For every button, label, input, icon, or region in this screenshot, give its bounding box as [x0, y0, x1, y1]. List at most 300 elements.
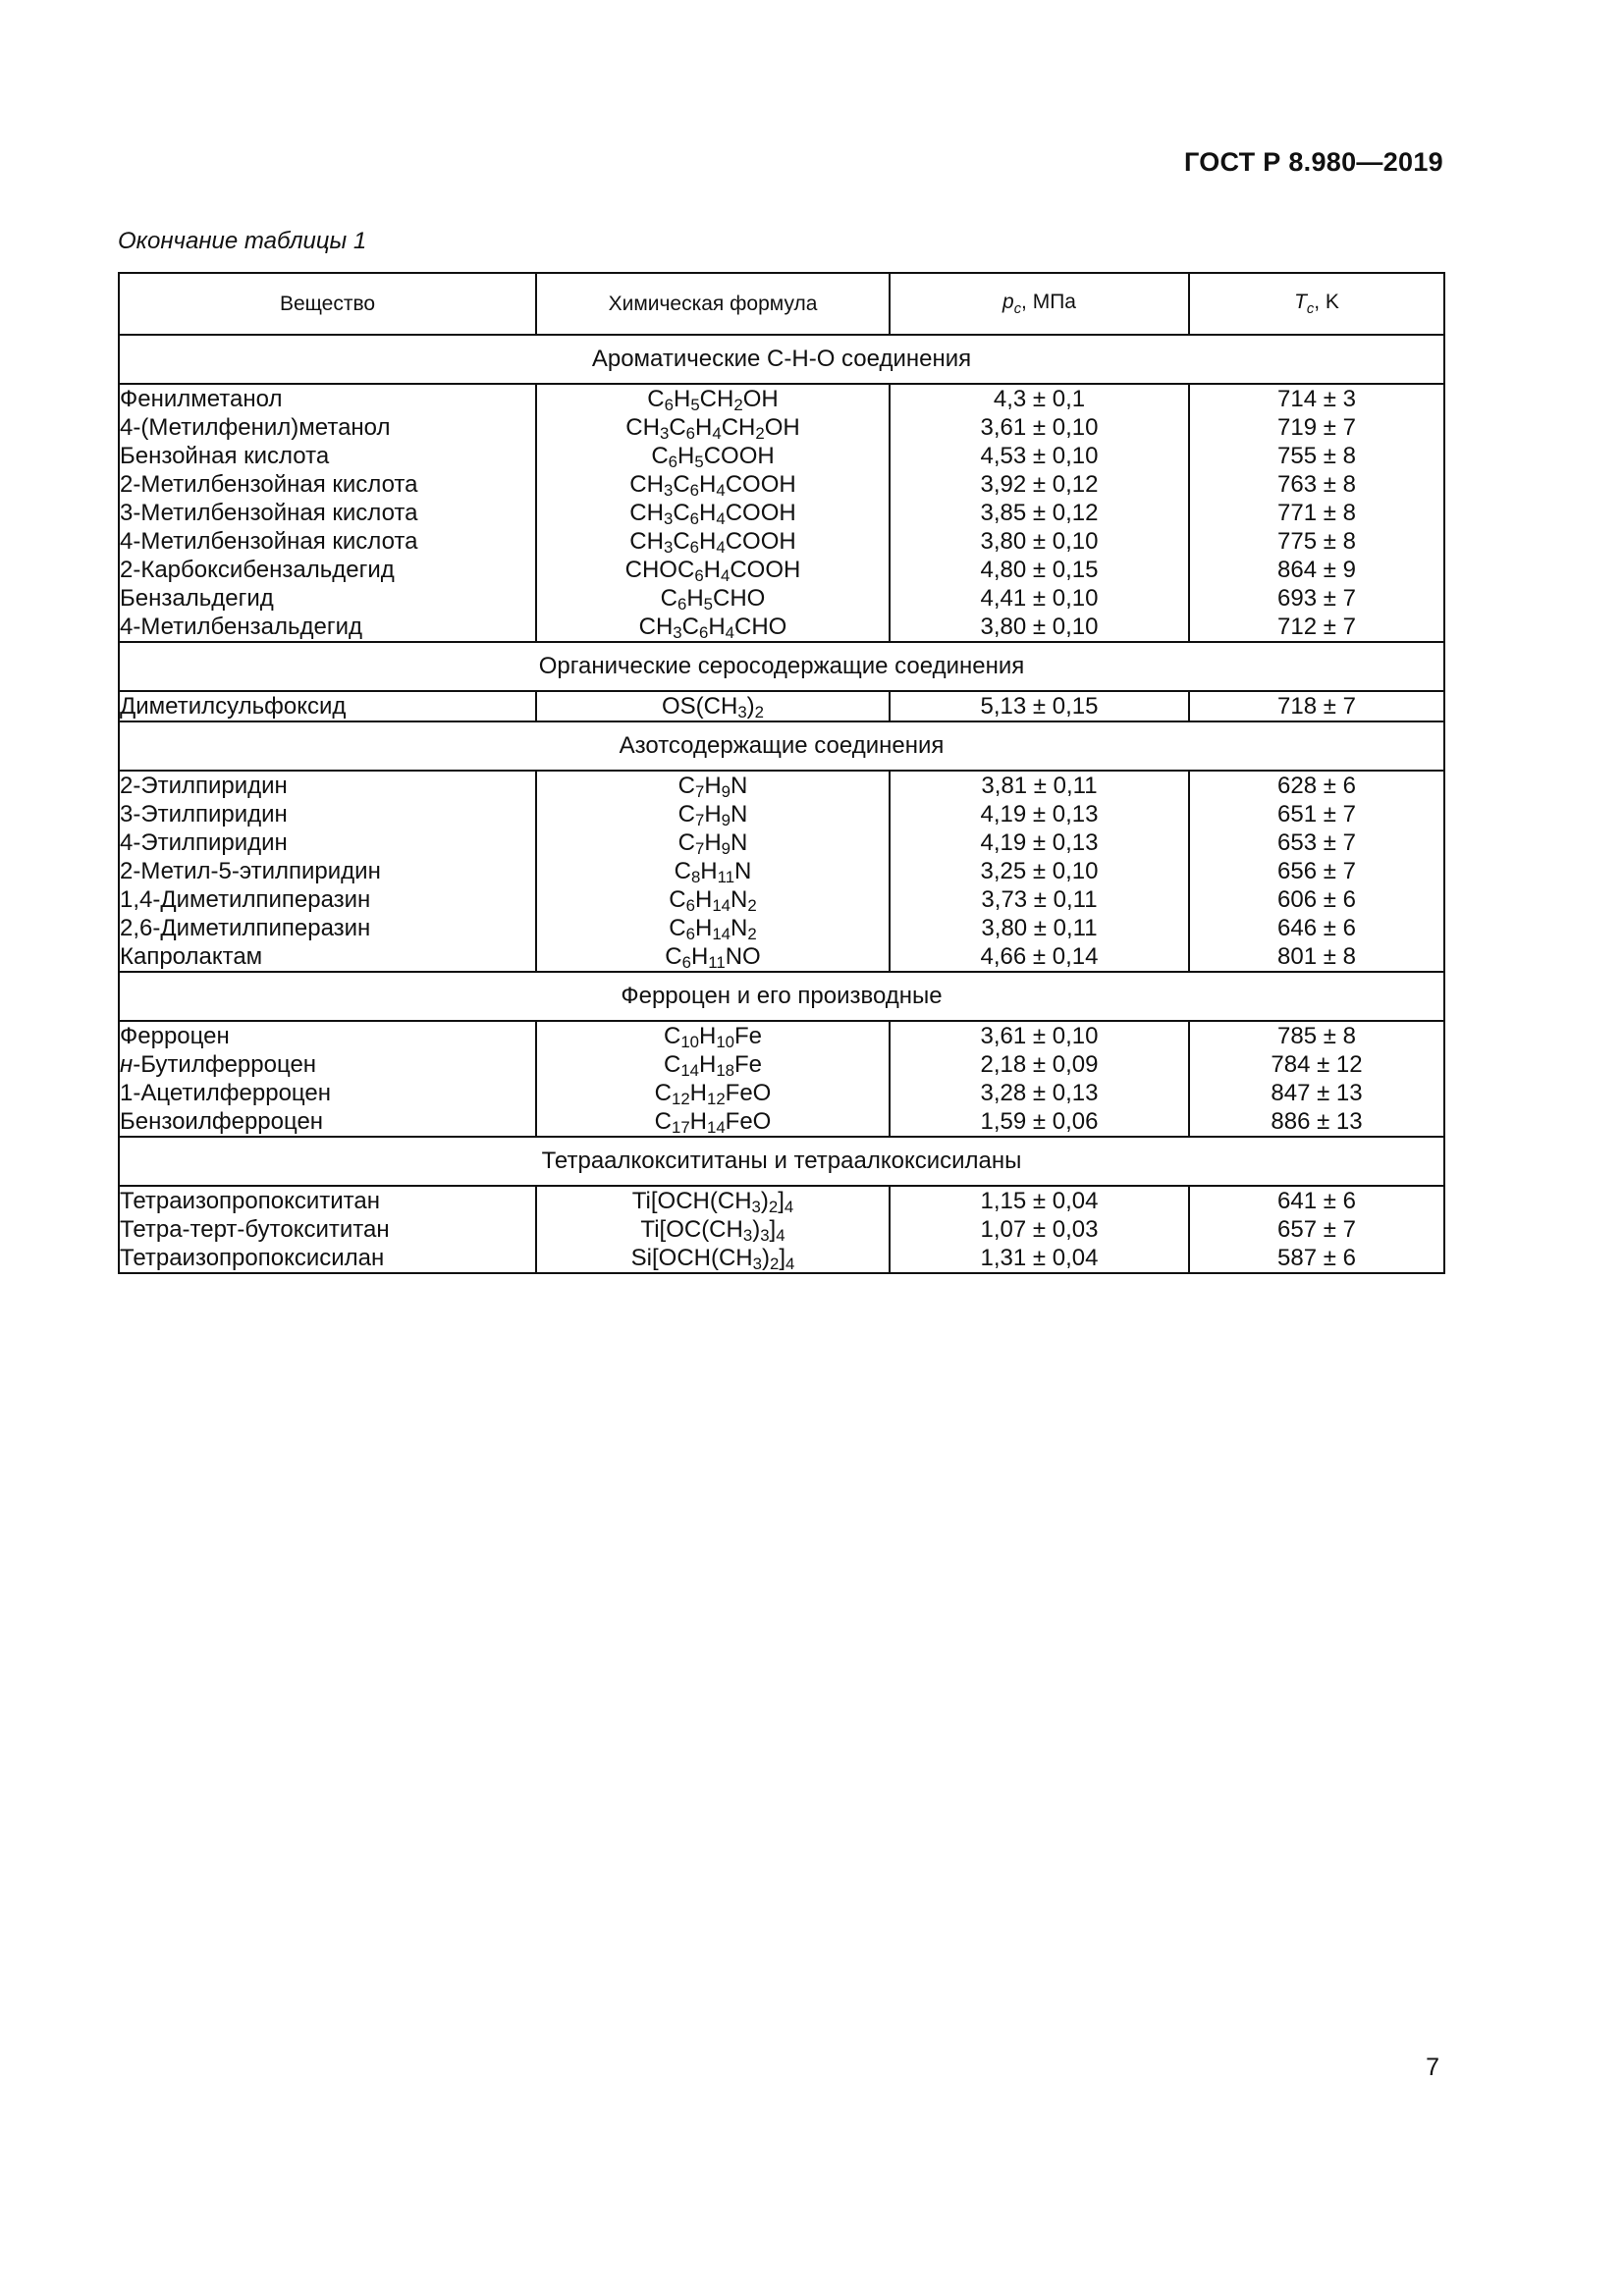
formula-part: C [669, 886, 686, 913]
formula-part: H [699, 500, 717, 526]
formula-cell [536, 771, 890, 972]
tc-subscript: c [1306, 301, 1315, 318]
critical-pressure-value: 3,28 ± 0,13 [980, 1080, 1099, 1106]
substance-cell [119, 384, 536, 642]
substance-name-text: 2-Метил-5-этилпиридин [120, 858, 381, 884]
substance-name [120, 772, 535, 800]
critical-temperature-value: 587 ± 6 [1277, 1245, 1356, 1271]
substance-name-text: 1,4-Диметилпиперазин [120, 886, 371, 913]
pc-symbol: p [1002, 290, 1014, 313]
temperature-cell [1189, 1186, 1444, 1273]
chemical-formula [537, 556, 889, 584]
chemical-formula [537, 692, 889, 721]
section-data-row [119, 1021, 1444, 1137]
formula-subscript: 3 [673, 623, 682, 642]
formula-part: CH [629, 500, 664, 526]
formula-part: H [673, 386, 691, 412]
formula-part: ) [746, 693, 755, 720]
pressure-cell [890, 1021, 1189, 1137]
substance-name [120, 584, 535, 613]
formula-part: N [731, 915, 748, 941]
formula-subscript: 9 [721, 811, 731, 829]
chemical-formula [537, 942, 889, 971]
formula-subscript: 4 [716, 509, 726, 528]
chemical-formula [537, 442, 889, 470]
formula-subscript: 14 [680, 1061, 699, 1080]
section-title: Азотсодержащие соединения [119, 721, 1444, 771]
substance-name-text: Ферроцен [120, 1023, 230, 1049]
temperature-cell [1189, 771, 1444, 972]
formula-part: H [700, 858, 718, 884]
formula-subscript: 5 [690, 396, 700, 414]
formula-part: OS(CH [661, 693, 738, 720]
critical-temperature-value: 651 ± 7 [1277, 801, 1356, 828]
chemical-formula [537, 527, 889, 556]
critical-pressure-value: 4,80 ± 0,15 [980, 557, 1099, 583]
critical-pressure-value: 1,31 ± 0,04 [980, 1245, 1099, 1271]
substance-name-text: Бензойная кислота [120, 443, 330, 469]
formula-subscript: 6 [689, 509, 699, 528]
formula-subscript: 3 [760, 1226, 770, 1245]
substance-name-text: Фенилметанол [120, 386, 283, 412]
critical-pressure-value: 4,19 ± 0,13 [980, 829, 1099, 856]
section-header-row [119, 972, 1444, 1021]
formula-subscript: 3 [659, 424, 670, 443]
formula-part: FeO [725, 1108, 772, 1135]
substance-name-text: 3-Этилпиридин [120, 801, 288, 828]
formula-part: H [677, 443, 695, 469]
formula-part: ] [779, 1245, 785, 1271]
substance-name [120, 1079, 535, 1107]
table-continuation-caption: Окончание таблицы 1 [118, 228, 367, 254]
critical-pressure-value: 2,18 ± 0,09 [980, 1051, 1099, 1078]
formula-subscript: 9 [721, 839, 731, 858]
chemical-formula [537, 1022, 889, 1050]
substance-name-text: 1-Ацетилферроцен [120, 1080, 331, 1106]
formula-cell [536, 1021, 890, 1137]
critical-temperature-value: 657 ± 7 [1277, 1216, 1356, 1243]
critical-temperature-value: 719 ± 7 [1277, 414, 1356, 441]
formula-part: ] [769, 1216, 777, 1243]
column-header-formula: Химическая формула [536, 273, 890, 335]
substance-name [120, 800, 535, 828]
critical-pressure-value: 1,07 ± 0,03 [980, 1216, 1099, 1243]
substance-name-text: Тетра-терт-бутоксититан [120, 1216, 390, 1243]
formula-part: C [651, 443, 669, 469]
critical-temperature-value: 656 ± 7 [1277, 858, 1356, 884]
section-header-row [119, 721, 1444, 771]
critical-pressure-value: 4,3 ± 0,1 [993, 386, 1086, 412]
critical-temperature-value: 801 ± 8 [1277, 943, 1356, 970]
formula-part: C [669, 414, 686, 441]
critical-pressure-value: 5,13 ± 0,15 [980, 693, 1099, 720]
substance-name-text: 3-Метилбензойная кислота [120, 500, 418, 526]
tc-unit: , K [1314, 290, 1339, 313]
formula-subscript: 14 [712, 925, 731, 943]
critical-pressure-value: 3,25 ± 0,10 [980, 858, 1099, 884]
formula-subscript: 10 [716, 1033, 734, 1051]
formula-subscript: 4 [776, 1226, 785, 1245]
formula-subscript: 6 [689, 481, 699, 500]
formula-subscript: 3 [752, 1255, 762, 1273]
formula-part: Ti[OCH(CH [631, 1188, 752, 1214]
table-header-row [119, 273, 1444, 335]
formula-part: COOH [725, 500, 796, 526]
substance-cell [119, 771, 536, 972]
critical-pressure-value: 3,85 ± 0,12 [980, 500, 1099, 526]
formula-subscript: 4 [712, 424, 722, 443]
formula-part: N [731, 773, 748, 799]
formula-part: H [695, 414, 713, 441]
temperature-cell [1189, 691, 1444, 721]
formula-part: COOH [703, 443, 775, 469]
formula-subscript: 12 [671, 1090, 690, 1108]
formula-part: H [698, 1023, 717, 1049]
critical-pressure-value: 4,66 ± 0,14 [980, 943, 1099, 970]
formula-part: CH [629, 528, 664, 555]
critical-temperature-value: 785 ± 8 [1277, 1023, 1356, 1049]
formula-part: H [703, 557, 721, 583]
document-code: ГОСТ Р 8.980—2019 [1183, 147, 1443, 177]
pressure-cell [890, 1186, 1189, 1273]
formula-subscript: 11 [717, 868, 735, 886]
substance-name-text: 4-(Метилфенил)метанол [120, 414, 391, 441]
formula-part: C [665, 943, 682, 970]
critical-pressure-value: 3,80 ± 0,10 [980, 614, 1099, 640]
formula-subscript: 8 [690, 868, 701, 886]
critical-temperature-value: 784 ± 12 [1271, 1051, 1363, 1078]
substance-name [120, 470, 535, 499]
substance-name-text: Капролактам [120, 943, 263, 970]
chemical-formula [537, 1244, 889, 1272]
formula-subscript: 2 [755, 424, 765, 443]
formula-part: C [673, 528, 690, 555]
formula-subscript: 18 [716, 1061, 734, 1080]
formula-subscript: 5 [703, 595, 714, 614]
critical-pressure-value: 3,61 ± 0,10 [980, 1023, 1099, 1049]
chemical-formula [537, 1215, 889, 1244]
formula-part: C [677, 801, 695, 828]
critical-pressure-value: 1,15 ± 0,04 [980, 1188, 1099, 1214]
chemical-formula [537, 385, 889, 413]
formula-subscript: 4 [716, 538, 726, 557]
chemical-formula [537, 413, 889, 442]
formula-part: C [654, 1080, 672, 1106]
formula-subscript: 6 [681, 953, 691, 972]
formula-part: COOH [730, 557, 801, 583]
formula-part: H [708, 614, 726, 640]
substance-name [120, 413, 535, 442]
temperature-cell [1189, 1021, 1444, 1137]
formula-part: C [663, 1023, 681, 1049]
critical-temperature-value: 763 ± 8 [1277, 471, 1356, 498]
formula-part: H [698, 1051, 717, 1078]
temperature-cell [1189, 384, 1444, 642]
formula-part: OH [764, 414, 800, 441]
formula-part: N [731, 801, 748, 828]
critical-temperature-value: 847 ± 13 [1271, 1080, 1363, 1106]
formula-part: COOH [725, 471, 796, 498]
formula-subscript: 2 [754, 703, 765, 721]
section-title: Тетраалкоксититаны и тетраалкоксисиланы [119, 1137, 1444, 1186]
critical-pressure-value: 3,80 ± 0,11 [981, 915, 1098, 941]
substance-cell [119, 691, 536, 721]
formula-subscript: 6 [689, 538, 699, 557]
critical-pressure-value: 4,19 ± 0,13 [980, 801, 1099, 828]
formula-subscript: 3 [751, 1198, 761, 1216]
substance-name [120, 914, 535, 942]
formula-subscript: 4 [716, 481, 726, 500]
formula-part: H [699, 471, 717, 498]
pressure-cell [890, 384, 1189, 642]
formula-part: Si[OCH(CH [630, 1245, 753, 1271]
substance-name [120, 692, 535, 721]
formula-subscript: 2 [768, 1198, 779, 1216]
substance-name-text: 2-Метилбензойная кислота [120, 471, 418, 498]
substance-name-text: Тетраизопропоксисилан [120, 1245, 385, 1271]
substance-name [120, 1022, 535, 1050]
pc-subscript: c [1013, 301, 1022, 318]
critical-temperature-value: 693 ± 7 [1277, 585, 1356, 612]
critical-temperature-value: 886 ± 13 [1271, 1108, 1363, 1135]
critical-pressure-value: 3,92 ± 0,12 [980, 471, 1099, 498]
formula-part: CH [629, 471, 664, 498]
formula-part: Fe [734, 1023, 763, 1049]
substance-name-prefix: н [120, 1051, 134, 1078]
critical-temperature-value: 775 ± 8 [1277, 528, 1356, 555]
substance-name [120, 942, 535, 971]
substance-cell [119, 1186, 536, 1273]
formula-part: CH [699, 386, 734, 412]
substance-name-text: 4-Метилбензальдегид [120, 614, 363, 640]
critical-pressure-value: 4,41 ± 0,10 [980, 585, 1099, 612]
formula-part: CH [721, 414, 756, 441]
formula-subscript: 6 [664, 396, 674, 414]
section-data-row [119, 384, 1444, 642]
critical-pressure-value: 1,59 ± 0,06 [980, 1108, 1099, 1135]
formula-part: C [669, 915, 686, 941]
critical-temperature-value: 628 ± 6 [1277, 773, 1356, 799]
formula-part: ) [760, 1188, 769, 1214]
section-data-row [119, 1186, 1444, 1273]
pressure-cell [890, 771, 1189, 972]
formula-part: COOH [725, 528, 796, 555]
substance-name-text: Бензоилферроцен [120, 1108, 324, 1135]
formula-part: ) [761, 1245, 770, 1271]
substance-cell [119, 1021, 536, 1137]
substance-name-text: 2-Этилпиридин [120, 773, 288, 799]
critical-temperature-value: 718 ± 7 [1277, 693, 1356, 720]
chemical-formula [537, 470, 889, 499]
formula-part: N [731, 886, 748, 913]
formula-part: ) [752, 1216, 761, 1243]
formula-part: CHOC [624, 557, 695, 583]
formula-subscript: 6 [668, 453, 677, 471]
chemical-formula [537, 1187, 889, 1215]
substance-name [120, 1244, 535, 1272]
substance-name-text: 4-Этилпиридин [120, 829, 288, 856]
formula-part: C [663, 1051, 681, 1078]
formula-subscript: 6 [694, 566, 704, 585]
substance-name [120, 885, 535, 914]
substance-name [120, 828, 535, 857]
formula-subscript: 7 [694, 839, 705, 858]
formula-subscript: 6 [685, 424, 695, 443]
pressure-cell [890, 691, 1189, 721]
substance-name [120, 857, 535, 885]
formula-part: H [699, 528, 717, 555]
formula-part: NO [725, 943, 761, 970]
formula-part: C [677, 773, 695, 799]
formula-subscript: 4 [784, 1198, 794, 1216]
substance-name-text: Бензальдегид [120, 585, 274, 612]
formula-subscript: 3 [663, 481, 674, 500]
formula-subscript: 10 [680, 1033, 699, 1051]
formula-part: C [654, 1108, 672, 1135]
critical-pressure-value: 3,61 ± 0,10 [980, 414, 1099, 441]
formula-subscript: 7 [694, 811, 705, 829]
formula-subscript: 3 [663, 538, 674, 557]
formula-subscript: 6 [685, 896, 695, 915]
chemical-formula [537, 772, 889, 800]
formula-part: C [681, 614, 699, 640]
formula-subscript: 4 [721, 566, 731, 585]
substance-name [120, 1187, 535, 1215]
chemical-formula [537, 828, 889, 857]
chemical-formula [537, 1079, 889, 1107]
substance-name [120, 613, 535, 641]
formula-part: N [734, 858, 752, 884]
critical-temperature-value: 712 ± 7 [1277, 614, 1356, 640]
formula-subscript: 3 [737, 703, 747, 721]
formula-part: C [674, 858, 691, 884]
critical-temperature-value: 606 ± 6 [1277, 886, 1356, 913]
formula-cell [536, 1186, 890, 1273]
formula-part: CH [638, 614, 674, 640]
section-title: Органические серосодержащие соединения [119, 642, 1444, 691]
section-title: Ароматические С-Н-О соединения [119, 335, 1444, 384]
substance-name [120, 442, 535, 470]
formula-subscript: 4 [725, 623, 735, 642]
substance-name-text: 2-Карбоксибензальдегид [120, 557, 395, 583]
substance-name-text: 4-Метилбензойная кислота [120, 528, 418, 555]
formula-part: C [677, 829, 695, 856]
substance-name-text: Диметилсульфоксид [120, 693, 347, 720]
substance-name [120, 527, 535, 556]
tc-symbol: T [1294, 290, 1307, 313]
formula-part: Ti[OC(CH [640, 1216, 743, 1243]
chemical-formula [537, 499, 889, 527]
formula-part: H [704, 773, 722, 799]
formula-subscript: 2 [747, 896, 757, 915]
formula-subscript: 6 [698, 623, 709, 642]
formula-part: H [690, 943, 709, 970]
formula-subscript: 9 [721, 782, 731, 801]
formula-subscript: 3 [742, 1226, 753, 1245]
critical-temperature-value: 653 ± 7 [1277, 829, 1356, 856]
formula-part: C [673, 471, 690, 498]
critical-temperature-value: 646 ± 6 [1277, 915, 1356, 941]
section-header-row [119, 642, 1444, 691]
column-header-critical-temperature [1189, 273, 1444, 335]
critical-temperature-value: 771 ± 8 [1277, 500, 1356, 526]
section-header-row [119, 335, 1444, 384]
formula-part: Fe [734, 1051, 763, 1078]
formula-part: CHO [734, 614, 787, 640]
page-number: 7 [1426, 2054, 1439, 2081]
formula-part: CHO [713, 585, 766, 612]
chemical-formula [537, 613, 889, 641]
formula-subscript: 2 [769, 1255, 780, 1273]
chemical-formula [537, 1050, 889, 1079]
critical-temperature-value: 864 ± 9 [1277, 557, 1356, 583]
formula-part: H [694, 886, 713, 913]
column-header-substance: Вещество [119, 273, 536, 335]
formula-subscript: 5 [694, 453, 704, 471]
critical-temperature-value: 641 ± 6 [1277, 1188, 1356, 1214]
chemical-formula [537, 800, 889, 828]
formula-subscript: 6 [677, 595, 687, 614]
chemical-formula [537, 885, 889, 914]
formula-part: H [686, 585, 704, 612]
section-data-row [119, 691, 1444, 721]
formula-subscript: 17 [671, 1118, 690, 1137]
substance-name [120, 1215, 535, 1244]
chemical-formula [537, 1107, 889, 1136]
formula-subscript: 12 [707, 1090, 726, 1108]
table-body [119, 335, 1444, 1273]
critical-temperature-value: 755 ± 8 [1277, 443, 1356, 469]
substance-name [120, 1050, 535, 1079]
column-header-critical-pressure [890, 273, 1189, 335]
formula-part: H [704, 829, 722, 856]
substance-name-text: Тетраизопропоксититан [120, 1188, 380, 1214]
critical-pressure-value: 3,73 ± 0,11 [981, 886, 1098, 913]
substance-name-text: -Бутилферроцен [133, 1051, 317, 1078]
formula-subscript: 7 [694, 782, 705, 801]
section-title: Ферроцен и его производные [119, 972, 1444, 1021]
formula-subscript: 11 [708, 953, 726, 972]
formula-subscript: 4 [785, 1255, 795, 1273]
formula-cell [536, 384, 890, 642]
section-data-row [119, 771, 1444, 972]
formula-part: H [689, 1108, 707, 1135]
critical-pressure-value: 3,81 ± 0,11 [981, 773, 1098, 799]
formula-subscript: 14 [707, 1118, 726, 1137]
critical-pressure-value: 3,80 ± 0,10 [980, 528, 1099, 555]
substance-name [120, 556, 535, 584]
formula-part: C [673, 500, 690, 526]
chemical-formula [537, 584, 889, 613]
properties-table [118, 272, 1445, 1274]
formula-part: C [660, 585, 677, 612]
critical-temperature-value: 714 ± 3 [1277, 386, 1356, 412]
formula-part: H [694, 915, 713, 941]
formula-subscript: 3 [663, 509, 674, 528]
substance-name [120, 499, 535, 527]
formula-subscript: 2 [733, 396, 743, 414]
formula-part: CH [625, 414, 660, 441]
formula-part: ] [778, 1188, 785, 1214]
formula-part: OH [742, 386, 779, 412]
formula-cell [536, 691, 890, 721]
substance-name-text: 2,6-Диметилпиперазин [120, 915, 371, 941]
substance-name [120, 1107, 535, 1136]
substance-name [120, 385, 535, 413]
critical-pressure-value: 4,53 ± 0,10 [980, 443, 1099, 469]
formula-part: FeO [725, 1080, 772, 1106]
chemical-formula [537, 914, 889, 942]
